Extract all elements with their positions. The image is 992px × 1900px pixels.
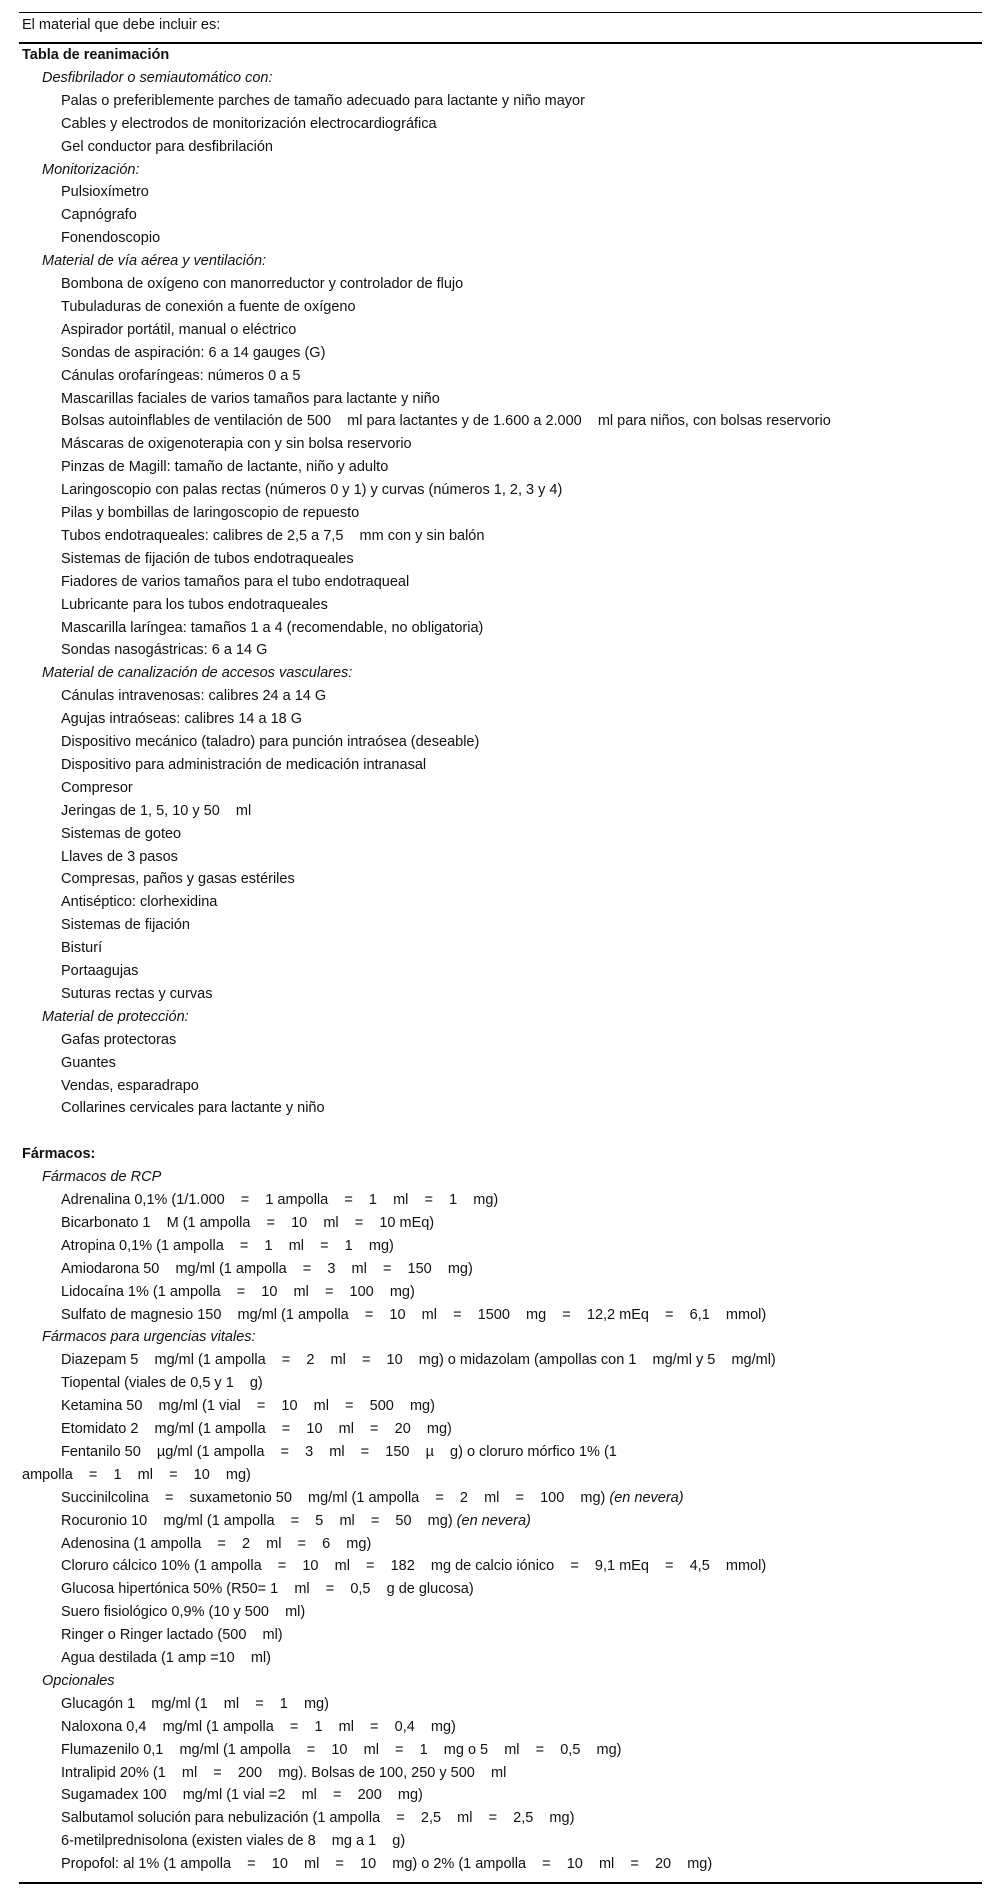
list-item xyxy=(61,1489,684,1507)
line-text: Dispositivo mecánico (taladro) para punción intraósea (deseable) xyxy=(61,734,480,750)
line-text: Pilas y bombillas de laringoscopio de repuesto xyxy=(61,505,360,521)
list-item xyxy=(61,962,138,980)
line-text: Fonendoscopio xyxy=(61,230,161,247)
line-text: Propofol: al 1% (1 ampolla = 10 ml = 10 mg) o 2% (1 ampolla = 10 ml = 20 mg) xyxy=(61,1856,713,1873)
list-item xyxy=(61,641,267,659)
line-text: Tabla de reanimación xyxy=(22,47,170,63)
line-text: Cánulas orofaríngeas: números 0 a 5 xyxy=(61,367,301,384)
list-item xyxy=(61,229,160,247)
list-item xyxy=(61,848,178,866)
line-text: ampolla = 1 ml = 10 mg) xyxy=(22,1466,251,1483)
list-item xyxy=(61,870,295,888)
list-item xyxy=(61,1764,506,1782)
list-item xyxy=(61,1718,456,1736)
subsection-heading xyxy=(42,1008,189,1026)
line-text: Antiséptico: clorhexidina xyxy=(61,894,218,911)
line-text: Fármacos: xyxy=(22,1146,96,1163)
line-text: Fármacos de RCP xyxy=(42,1169,162,1186)
list-item xyxy=(61,1603,305,1621)
list-item xyxy=(61,275,463,293)
list-item xyxy=(61,1237,394,1255)
subsection-heading xyxy=(42,161,140,179)
list-item xyxy=(61,1077,199,1095)
list-item xyxy=(61,390,440,408)
list-item xyxy=(61,1099,325,1117)
line-text: Ketamina 50 mg/ml (1 vial = 10 ml = 500 mg) xyxy=(61,1398,435,1415)
line-text: Tubos endotraqueales: calibres de 2,5 a 7,5 mm con y sin balón xyxy=(61,527,485,544)
section-heading xyxy=(22,46,169,64)
line-text: Sistemas de fijación xyxy=(61,917,190,934)
storage-note: (en nevera) xyxy=(452,1512,531,1529)
line-text: Aspirador portátil, manual o eléctrico xyxy=(61,321,297,338)
line-text: Suero fisiológico 0,9% (10 y 500 ml) xyxy=(61,1604,306,1621)
storage-note: (en nevera) xyxy=(605,1489,684,1506)
list-item xyxy=(61,1832,405,1850)
line-text: Bicarbonato 1 M (1 ampolla = 10 ml = 10 mEq) xyxy=(61,1214,435,1231)
line-text: Glucagón 1 mg/ml (1 ml = 1 mg) xyxy=(61,1695,329,1712)
line-text: Palas o preferiblemente parches de tamaño adecuado para lactante y niño mayor xyxy=(61,92,585,109)
line-text: Flumazenilo 0,1 mg/ml (1 ampolla = 10 ml = 1 mg o 5 ml = 0,5 mg) xyxy=(61,1741,622,1758)
line-text: Naloxona 0,4 mg/ml (1 ampolla = 1 ml = 0,4 mg) xyxy=(61,1718,456,1735)
table-top-rule xyxy=(19,12,982,13)
line-text: Cables y electrodos de monitorización electrocardiográfica xyxy=(61,115,437,132)
line-text: Cánulas intravenosas: calibres 24 a 14 G xyxy=(61,688,327,705)
line-text: Pinzas de Magill: tamaño de lactante, niño y adulto xyxy=(61,459,389,476)
list-item xyxy=(61,1695,329,1713)
list-item xyxy=(61,367,300,385)
line-text: Mascarillas faciales de varios tamaños para lactante y niño xyxy=(61,390,440,407)
line-text: Tubuladuras de conexión a fuente de oxígeno xyxy=(61,298,356,315)
line-text: Sistemas de goteo xyxy=(61,825,182,842)
line-text: Cloruro cálcico 10% (1 ampolla = 10 ml = 182 mg de calcio iónico = 9,1 mEq = 4,5 mmol) xyxy=(61,1558,767,1575)
line-text: Diazepam 5 mg/ml (1 ampolla = 2 ml = 10 mg) o midazolam (ampollas con 1 mg/ml y 5 mg/ml) xyxy=(61,1352,776,1369)
list-item xyxy=(61,1626,283,1644)
line-text: Llaves de 3 pasos xyxy=(61,848,178,865)
line-text: Ringer o Ringer lactado (500 ml) xyxy=(61,1627,283,1644)
list-item xyxy=(61,206,137,224)
list-item xyxy=(61,733,479,751)
line-text: Succinilcolina = suxametonio 50 mg/ml (1 ampolla = 2 ml = 100 mg) xyxy=(61,1489,606,1506)
line-text: Fármacos para urgencias vitales: xyxy=(42,1329,256,1346)
line-text: 6-metilprednisolona (existen viales de 8 mg a 1 g) xyxy=(61,1833,406,1850)
line-text: Bombona de oxígeno con manorreductor y controlador de flujo xyxy=(61,276,464,292)
line-text: Guantes xyxy=(61,1054,116,1071)
line-text: Intralipid 20% (1 ml = 200 mg). Bolsas de 100, 250 y 500 ml xyxy=(61,1764,507,1781)
list-item xyxy=(61,1557,766,1575)
subsection-heading xyxy=(42,252,266,270)
line-text: Sondas nasogástricas: 6 a 14 G xyxy=(61,642,268,659)
line-text: Material de canalización de accesos vasculares: xyxy=(42,665,353,682)
list-item xyxy=(61,1054,116,1072)
list-item xyxy=(61,1374,263,1392)
list-item xyxy=(61,710,302,728)
list-item xyxy=(22,1466,251,1484)
list-item xyxy=(61,550,354,568)
line-text: Agujas intraóseas: calibres 14 a 18 G xyxy=(61,711,302,728)
line-text: Vendas, esparadrapo xyxy=(61,1077,199,1094)
list-item xyxy=(61,1741,621,1759)
line-text: Glucosa hipertónica 50% (R50= 1 ml = 0,5 g de glucosa) xyxy=(61,1581,474,1598)
list-item xyxy=(61,504,359,522)
line-text: Bolsas autoinflables de ventilación de 500 ml para lactantes y de 1.600 a 2.000 ml para niños, con bolsas reservorio xyxy=(61,413,831,430)
list-item xyxy=(61,619,483,637)
subsection-heading xyxy=(42,1672,115,1690)
line-text: Máscaras de oxigenoterapia con y sin bolsa reservorio xyxy=(61,436,412,453)
list-item xyxy=(61,1397,435,1415)
list-item xyxy=(61,1580,474,1598)
line-text: Sulfato de magnesio 150 mg/ml (1 ampolla = 10 ml = 1500 mg = 12,2 mEq = 6,1 mmol) xyxy=(61,1306,767,1323)
list-item xyxy=(61,1649,271,1667)
list-item xyxy=(61,1512,531,1530)
list-item xyxy=(61,1855,712,1873)
list-item xyxy=(61,527,484,545)
list-item xyxy=(61,687,326,705)
list-item xyxy=(61,435,412,453)
list-item xyxy=(61,596,328,614)
list-item xyxy=(61,779,133,797)
list-item xyxy=(61,573,409,591)
list-item xyxy=(61,1191,498,1209)
list-item xyxy=(61,893,217,911)
line-text: Pulsioxímetro xyxy=(61,184,149,201)
line-text: Compresas, paños y gasas estériles xyxy=(61,871,295,888)
list-item xyxy=(61,1283,415,1301)
line-text: Material de vía aérea y ventilación: xyxy=(42,253,267,270)
line-text: Capnógrafo xyxy=(61,207,137,224)
list-item xyxy=(61,916,190,934)
subsection-heading xyxy=(42,1328,256,1346)
list-item xyxy=(61,1809,574,1827)
line-text: Tiopental (viales de 0,5 y 1 g) xyxy=(61,1375,263,1392)
list-item xyxy=(61,1031,176,1049)
list-item xyxy=(61,1260,473,1278)
list-item xyxy=(61,756,426,774)
list-item xyxy=(61,825,181,843)
line-text: Amiodarona 50 mg/ml (1 ampolla = 3 ml = 150 mg) xyxy=(61,1260,473,1277)
line-text: Desfibrilador o semiautomático con: xyxy=(42,69,273,86)
list-item xyxy=(61,1443,617,1461)
list-item xyxy=(61,1535,371,1553)
line-text: Adenosina (1 ampolla = 2 ml = 6 mg) xyxy=(61,1535,372,1552)
list-item xyxy=(61,1420,452,1438)
line-text: Monitorización: xyxy=(42,161,140,178)
list-item xyxy=(61,458,388,476)
line-text: Etomidato 2 mg/ml (1 ampolla = 10 ml = 20 mg) xyxy=(61,1421,452,1437)
line-text: Opcionales xyxy=(42,1672,115,1689)
list-item xyxy=(61,985,213,1003)
line-text: Laringoscopio con palas rectas (números 0 y 1) y curvas (números 1, 2, 3 y 4) xyxy=(61,482,563,499)
subsection-heading xyxy=(42,1168,161,1186)
list-item xyxy=(61,481,562,499)
line-text: Salbutamol solución para nebulización (1 ampolla = 2,5 ml = 2,5 mg) xyxy=(61,1810,575,1827)
line-text: Portaagujas xyxy=(61,963,139,979)
line-text: Collarines cervicales para lactante y niño xyxy=(61,1100,325,1117)
list-item xyxy=(61,298,356,316)
section-heading xyxy=(22,1145,95,1163)
line-text: Gafas protectoras xyxy=(61,1031,177,1048)
header-rule xyxy=(19,42,982,44)
line-text: Fentanilo 50 µg/ml (1 ampolla = 3 ml = 150 µ g) o cloruro mórfico 1% (1 xyxy=(61,1443,617,1460)
line-text: Sistemas de fijación de tubos endotraqueales xyxy=(61,550,354,567)
line-text: Suturas rectas y curvas xyxy=(61,985,213,1002)
line-text: Sugamadex 100 mg/ml (1 vial =2 ml = 200 mg) xyxy=(61,1787,423,1804)
line-text: Agua destilada (1 amp =10 ml) xyxy=(61,1650,271,1666)
list-item xyxy=(61,1786,423,1804)
list-item xyxy=(61,138,273,156)
line-text: Jeringas de 1, 5, 10 y 50 ml xyxy=(61,802,252,819)
line-text: Dispositivo para administración de medicación intranasal xyxy=(61,756,427,773)
list-item xyxy=(61,1214,434,1232)
list-item xyxy=(61,802,251,820)
list-item xyxy=(61,92,585,110)
list-item xyxy=(61,1306,766,1324)
line-text: Bisturí xyxy=(61,940,103,957)
list-item xyxy=(61,321,296,339)
list-item xyxy=(61,1351,776,1369)
list-item xyxy=(61,344,325,362)
line-text: Lidocaína 1% (1 ampolla = 10 ml = 100 mg) xyxy=(61,1283,415,1300)
list-item xyxy=(61,115,437,133)
line-text: Material de protección: xyxy=(42,1008,189,1025)
line-text: Lubricante para los tubos endotraqueales xyxy=(61,596,328,613)
line-text: Adrenalina 0,1% (1/1.000 = 1 ampolla = 1 ml = 1 mg) xyxy=(61,1192,499,1208)
line-text: Mascarilla laríngea: tamaños 1 a 4 (recomendable, no obligatoria) xyxy=(61,619,484,636)
line-text: Sondas de aspiración: 6 a 14 gauges (G) xyxy=(61,344,326,361)
line-text: Fiadores de varios tamaños para el tubo endotraqueal xyxy=(61,573,410,590)
list-item xyxy=(61,939,102,957)
line-text: Compresor xyxy=(61,779,133,796)
list-item xyxy=(61,412,831,430)
line-text: Rocuronio 10 mg/ml (1 ampolla = 5 ml = 50 mg) xyxy=(61,1512,453,1529)
line-text: Gel conductor para desfibrilación xyxy=(61,138,273,155)
table-header: El material que debe incluir es: xyxy=(22,17,221,33)
subsection-heading xyxy=(42,664,352,682)
table-bottom-rule xyxy=(19,1882,982,1884)
list-item xyxy=(61,183,149,201)
subsection-heading xyxy=(42,69,273,87)
line-text: Atropina 0,1% (1 ampolla = 1 ml = 1 mg) xyxy=(61,1237,394,1254)
